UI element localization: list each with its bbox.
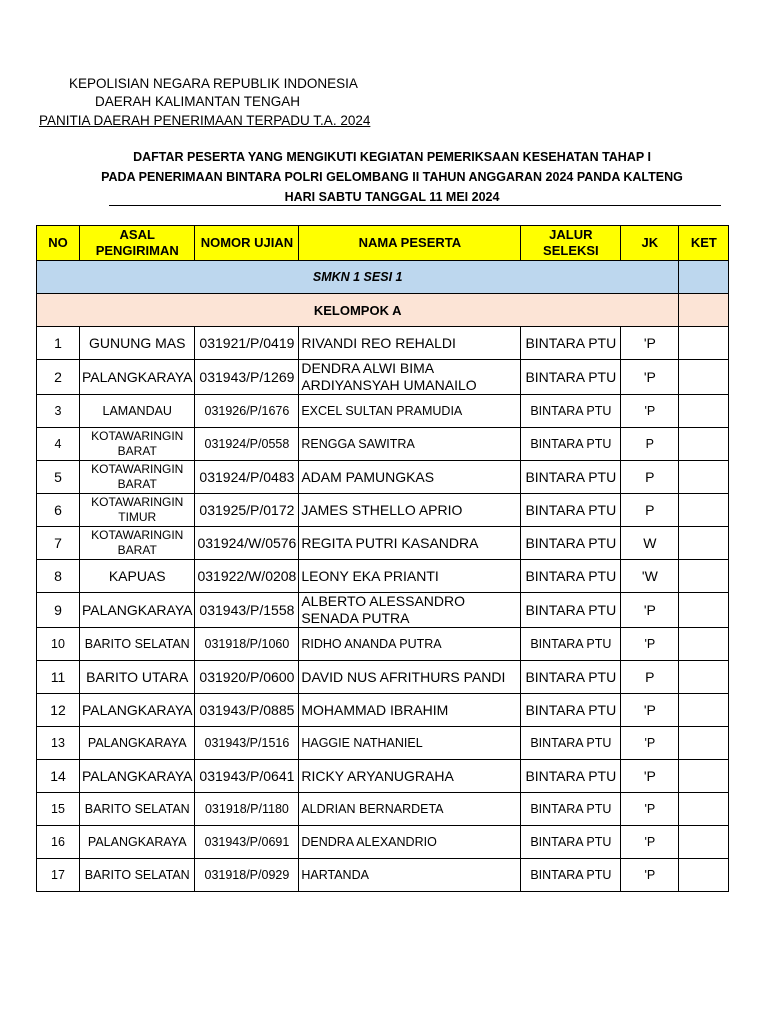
cell-asal: KOTAWARINGIN BARAT (80, 428, 195, 461)
cell-nama: RICKY ARYANUGRAHA (299, 760, 521, 793)
cell-nomor: 031921/P/0419 (195, 327, 299, 360)
cell-jk: 'P (621, 628, 679, 661)
group-ket-cell (679, 294, 729, 327)
cell-nama: DAVID NUS AFRITHURS PANDI (299, 661, 521, 694)
cell-no: 14 (37, 760, 80, 793)
cell-jalur: BINTARA PTU (521, 494, 621, 527)
col-header-nama: NAMA PESERTA (299, 226, 521, 261)
cell-asal: LAMANDAU (80, 395, 195, 428)
cell-ket (679, 461, 729, 494)
cell-nama: DENDRA ALWI BIMA ARDIYANSYAH UMANAILO (299, 360, 521, 395)
cell-asal: KOTAWARINGIN BARAT (80, 527, 195, 560)
table-row (37, 760, 729, 793)
cell-no: 15 (37, 793, 80, 826)
cell-no: 12 (37, 694, 80, 727)
table-row (37, 826, 729, 859)
cell-ket (679, 527, 729, 560)
section-ket-cell (679, 261, 729, 294)
cell-nama: RIDHO ANANDA PUTRA (299, 628, 521, 661)
cell-no: 16 (37, 826, 80, 859)
cell-nomor: 031918/P/1180 (195, 793, 299, 826)
section-label: SMKN 1 SESI 1 (37, 261, 679, 294)
cell-no: 10 (37, 628, 80, 661)
table-row (37, 793, 729, 826)
cell-jalur: BINTARA PTU (521, 826, 621, 859)
cell-no: 1 (37, 327, 80, 360)
cell-ket (679, 760, 729, 793)
cell-jk: 'P (621, 395, 679, 428)
cell-nama: MOHAMMAD IBRAHIM (299, 694, 521, 727)
cell-jalur: BINTARA PTU (521, 593, 621, 628)
cell-nomor: 031918/P/1060 (195, 628, 299, 661)
table-row (37, 859, 729, 892)
cell-nama: HAGGIE NATHANIEL (299, 727, 521, 760)
cell-jalur: BINTARA PTU (521, 628, 621, 661)
table-row (37, 727, 729, 760)
header-line-3: PANITIA DAERAH PENERIMAAN TERPADU T.A. 2024 (39, 113, 371, 128)
cell-asal: KOTAWARINGIN BARAT (80, 461, 195, 494)
cell-jk: 'P (621, 826, 679, 859)
header-line-2: DAERAH KALIMANTAN TENGAH (95, 94, 301, 109)
cell-jalur: BINTARA PTU (521, 560, 621, 593)
cell-jalur: BINTARA PTU (521, 327, 621, 360)
cell-no: 2 (37, 360, 80, 395)
cell-jalur: BINTARA PTU (521, 760, 621, 793)
table-row (37, 694, 729, 727)
cell-nomor: 031943/P/1558 (195, 593, 299, 628)
cell-no: 17 (37, 859, 80, 892)
cell-asal: PALANGKARAYA (80, 826, 195, 859)
cell-jk: P (621, 661, 679, 694)
table-row (37, 527, 729, 560)
cell-jk: P (621, 428, 679, 461)
cell-nama: DENDRA ALEXANDRIO (299, 826, 521, 859)
col-header-asal: ASAL PENGIRIMAN (80, 226, 195, 261)
cell-jalur: BINTARA PTU (521, 694, 621, 727)
header-line-1: KEPOLISIAN NEGARA REPUBLIK INDONESIA (69, 76, 358, 91)
table-row (37, 461, 729, 494)
cell-ket (679, 826, 729, 859)
cell-ket (679, 727, 729, 760)
table-row (37, 628, 729, 661)
cell-ket (679, 661, 729, 694)
table-header-row (37, 226, 729, 261)
cell-nomor: 031926/P/1676 (195, 395, 299, 428)
cell-asal: BARITO UTARA (80, 661, 195, 694)
cell-jalur: BINTARA PTU (521, 661, 621, 694)
cell-asal: PALANGKARAYA (80, 727, 195, 760)
table-row (37, 428, 729, 461)
cell-nama: HARTANDA (299, 859, 521, 892)
cell-nomor: 031924/P/0483 (195, 461, 299, 494)
table-row (37, 395, 729, 428)
table-row (37, 661, 729, 694)
cell-jalur: BINTARA PTU (521, 859, 621, 892)
cell-nomor: 031943/P/1269 (195, 360, 299, 395)
cell-nomor: 031924/W/0576 (195, 527, 299, 560)
col-header-jalur: JALUR SELEKSI (521, 226, 621, 261)
cell-no: 8 (37, 560, 80, 593)
cell-nomor: 031924/P/0558 (195, 428, 299, 461)
cell-no: 5 (37, 461, 80, 494)
cell-jk: 'P (621, 793, 679, 826)
cell-nomor: 031943/P/0641 (195, 760, 299, 793)
cell-asal: BARITO SELATAN (80, 793, 195, 826)
cell-jk: 'P (621, 360, 679, 395)
cell-no: 6 (37, 494, 80, 527)
title-line-3: HARI SABTU TANGGAL 11 MEI 2024 (284, 190, 500, 204)
col-header-ket: KET (679, 226, 729, 261)
table-row (37, 360, 729, 395)
cell-ket (679, 694, 729, 727)
cell-asal: BARITO SELATAN (80, 628, 195, 661)
cell-asal: PALANGKARAYA (80, 694, 195, 727)
cell-asal: KAPUAS (80, 560, 195, 593)
table-row (37, 494, 729, 527)
cell-nomor: 031925/P/0172 (195, 494, 299, 527)
cell-jalur: BINTARA PTU (521, 793, 621, 826)
cell-ket (679, 327, 729, 360)
cell-jk: 'P (621, 327, 679, 360)
cell-nomor: 031943/P/0691 (195, 826, 299, 859)
cell-ket (679, 793, 729, 826)
cell-nama: ALBERTO ALESSANDRO SENADA PUTRA (299, 593, 521, 628)
cell-ket (679, 560, 729, 593)
cell-asal: PALANGKARAYA (80, 760, 195, 793)
cell-asal: KOTAWARINGIN TIMUR (80, 494, 195, 527)
section-row (37, 261, 729, 294)
cell-asal: PALANGKARAYA (80, 593, 195, 628)
cell-jalur: BINTARA PTU (521, 727, 621, 760)
cell-no: 7 (37, 527, 80, 560)
cell-no: 13 (37, 727, 80, 760)
col-header-no: NO (37, 226, 80, 261)
group-label: KELOMPOK A (37, 294, 679, 327)
col-header-jk: JK (621, 226, 679, 261)
cell-jk: 'P (621, 593, 679, 628)
cell-nomor: 031918/P/0929 (195, 859, 299, 892)
cell-no: 3 (37, 395, 80, 428)
title-line-2: PADA PENERIMAAN BINTARA POLRI GELOMBANG II TAHUN ANGGARAN 2024 PANDA KALTENG (101, 170, 683, 184)
cell-nama: ADAM PAMUNGKAS (299, 461, 521, 494)
cell-jk: P (621, 494, 679, 527)
cell-ket (679, 428, 729, 461)
cell-jk: 'P (621, 694, 679, 727)
cell-nama: REGITA PUTRI KASANDRA (299, 527, 521, 560)
cell-ket (679, 593, 729, 628)
cell-asal: BARITO SELATAN (80, 859, 195, 892)
cell-ket (679, 395, 729, 428)
cell-nomor: 031943/P/1516 (195, 727, 299, 760)
cell-nomor: 031943/P/0885 (195, 694, 299, 727)
cell-jk: 'P (621, 760, 679, 793)
cell-nama: EXCEL SULTAN PRAMUDIA (299, 395, 521, 428)
cell-nama: RENGGA SAWITRA (299, 428, 521, 461)
cell-ket (679, 360, 729, 395)
title-underline (109, 205, 721, 206)
cell-jalur: BINTARA PTU (521, 395, 621, 428)
cell-jk: 'P (621, 859, 679, 892)
cell-jalur: BINTARA PTU (521, 461, 621, 494)
cell-nomor: 031922/W/0208 (195, 560, 299, 593)
cell-nomor: 031920/P/0600 (195, 661, 299, 694)
cell-no: 9 (37, 593, 80, 628)
cell-jk: P (621, 461, 679, 494)
title-line-1: DAFTAR PESERTA YANG MENGIKUTI KEGIATAN PEMERIKSAAN KESEHATAN TAHAP I (133, 150, 651, 164)
cell-nama: ALDRIAN BERNARDETA (299, 793, 521, 826)
table-row (37, 593, 729, 628)
cell-nama: RIVANDI REO REHALDI (299, 327, 521, 360)
cell-jalur: BINTARA PTU (521, 360, 621, 395)
cell-jalur: BINTARA PTU (521, 527, 621, 560)
table-row (37, 327, 729, 360)
cell-jalur: BINTARA PTU (521, 428, 621, 461)
cell-ket (679, 628, 729, 661)
col-header-nomor: NOMOR UJIAN (195, 226, 299, 261)
cell-ket (679, 494, 729, 527)
cell-jk: W (621, 527, 679, 560)
cell-no: 4 (37, 428, 80, 461)
table-row (37, 560, 729, 593)
cell-no: 11 (37, 661, 80, 694)
cell-nama: LEONY EKA PRIANTI (299, 560, 521, 593)
cell-jk: 'W (621, 560, 679, 593)
participant-table (36, 225, 729, 892)
cell-ket (679, 859, 729, 892)
cell-jk: 'P (621, 727, 679, 760)
cell-asal: GUNUNG MAS (80, 327, 195, 360)
group-row (37, 294, 729, 327)
cell-nama: JAMES STHELLO APRIO (299, 494, 521, 527)
cell-asal: PALANGKARAYA (80, 360, 195, 395)
